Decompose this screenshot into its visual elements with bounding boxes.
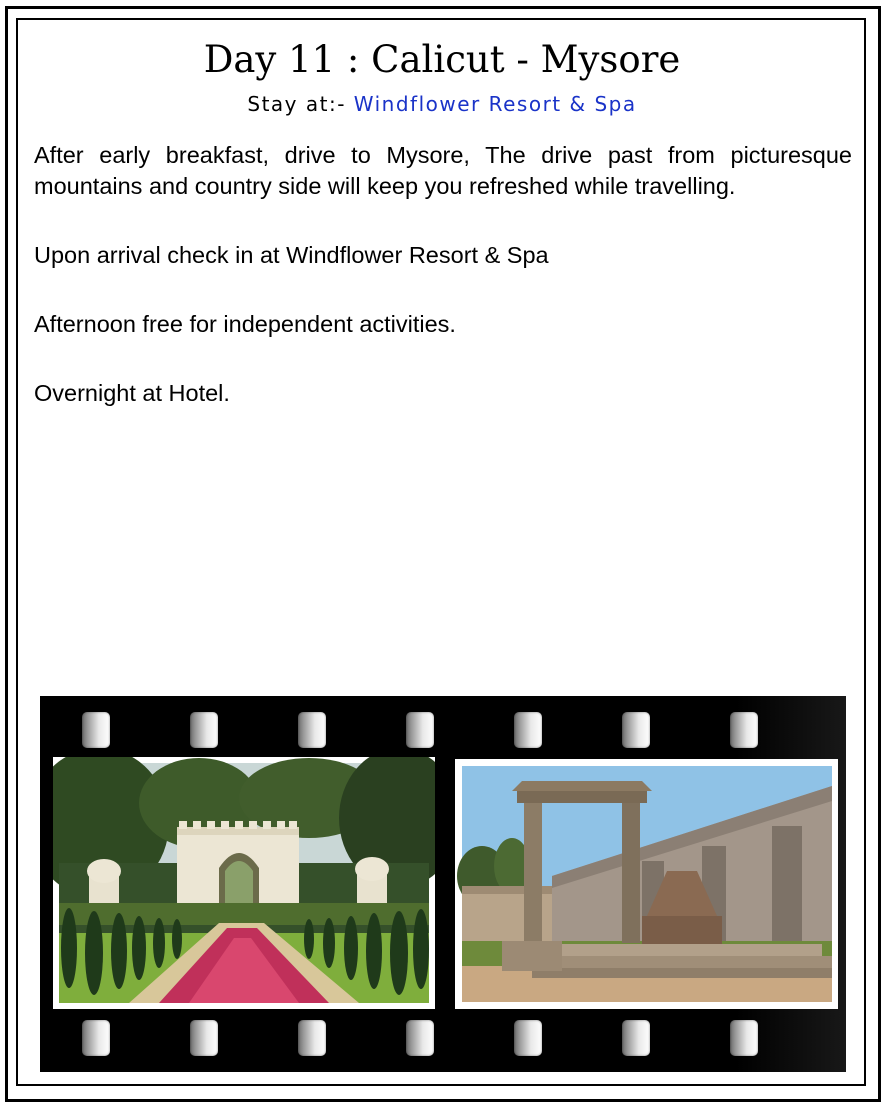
sprocket-hole [298, 1020, 326, 1056]
sprocket-hole [730, 1020, 758, 1056]
itinerary-text [34, 140, 852, 447]
hotel-name: Windflower Resort & Spa [353, 92, 637, 116]
sprocket-hole [82, 712, 110, 748]
sprocket-hole [190, 1020, 218, 1056]
stay-line [0, 92, 884, 116]
sprocket-hole [622, 712, 650, 748]
paragraph-overnight: Overnight at Hotel. [34, 380, 230, 406]
sprocket-hole [622, 1020, 650, 1056]
sprocket-hole [514, 1020, 542, 1056]
paragraph-afternoon: Afternoon free for independent activities. [34, 311, 456, 337]
paragraph-checkin: Upon arrival check in at Windflower Resort & Spa [34, 242, 549, 268]
sprocket-hole [190, 712, 218, 748]
paragraph-drive: After early breakfast, drive to Mysore, The drive past from picturesque mountains and country side will keep you refreshed while travelling. [34, 142, 852, 199]
sprocket-hole [406, 712, 434, 748]
page-title: Day 11 : Calicut - Mysore [203, 38, 681, 81]
stay-prefix: Stay at:- [247, 92, 354, 116]
temple-ruins-photo [455, 759, 838, 1009]
sprocket-hole [406, 1020, 434, 1056]
sprocket-hole [82, 1020, 110, 1056]
sprocket-hole [730, 712, 758, 748]
sprocket-hole [514, 712, 542, 748]
garden-gateway-photo [53, 757, 435, 1009]
sprocket-hole [298, 712, 326, 748]
